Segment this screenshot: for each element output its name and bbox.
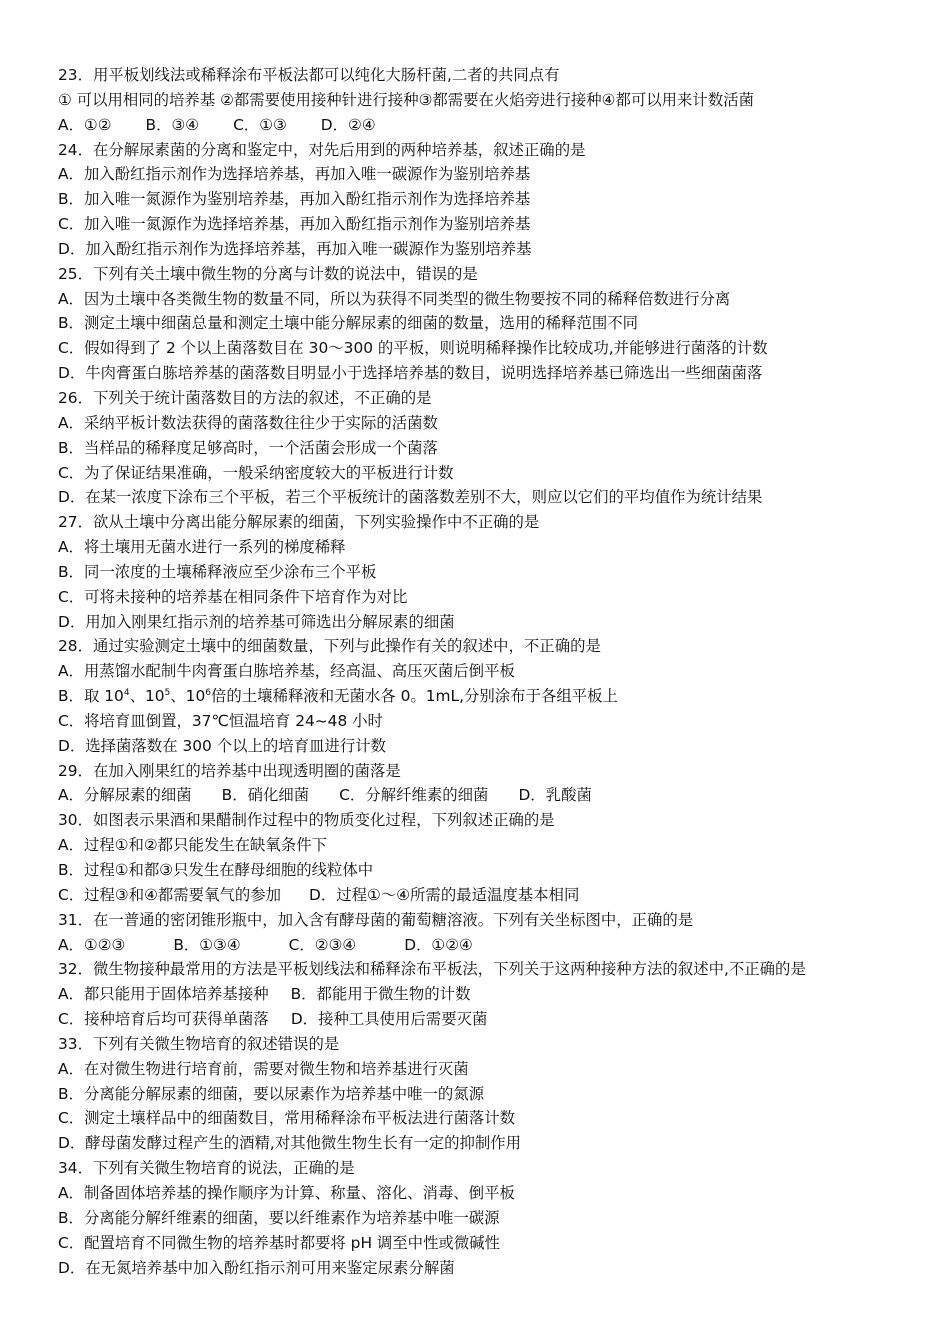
option-b: B．硝化细菌 (221, 786, 310, 805)
question-25-stem: 25．下列有关土壤中微生物的分离与计数的说法中，错误的是 (58, 264, 478, 283)
question-30-stem: 30．如图表示果酒和果醋制作过程中的物质变化过程，下列叙述正确的是 (58, 811, 555, 830)
option-a: A．①②③ (58, 935, 126, 954)
question-24-option-b: B．加入唯一氮源作为鉴别培养基，再加入酚红指示剂作为选择培养基 (58, 190, 531, 209)
question-23-stem: 23．用平板划线法或稀释涂布平板法都可以纯化大肠杆菌,二者的共同点有 (58, 66, 560, 84)
question-27-option-b: B．同一浓度的土壤稀释液应至少涂布三个平板 (58, 562, 377, 581)
question-26-stem: 26．下列关于统计菌落数目的方法的叙述，不正确的是 (58, 388, 432, 407)
exponent: 6 (205, 688, 211, 699)
question-26-option-b: B．当样品的稀释度足够高时，一个活菌会形成一个菌落 (58, 438, 438, 457)
question-28-option-c: C．将培育皿倒置，37℃恒温培育 24~48 小时 (58, 711, 383, 730)
question-30-option-a: A．过程①和②都只能发生在缺氧条件下 (58, 836, 327, 855)
exponent: 5 (164, 688, 171, 699)
question-34-option-c: C．配置培育不同微生物的培养基时都要将 pH 调至中性或微碱性 (58, 1233, 501, 1252)
option-d: D．接种工具使用后需要灭菌 (290, 1010, 488, 1029)
option-c: C．接种培育后均可获得单菌落 (58, 1010, 269, 1029)
question-31-options (58, 933, 910, 958)
option-c: C．①③ (233, 115, 287, 134)
question-32-options-cd (58, 1007, 910, 1032)
option-a: A．都只能用于固体培养基接种 (58, 985, 269, 1004)
option-b: B．③④ (145, 115, 200, 134)
option-c: C．②③④ (288, 935, 357, 954)
question-28-stem: 28．通过实验测定土壤中的细菌数量，下列与此操作有关的叙述中，不正确的是 (58, 637, 601, 656)
question-26-option-a: A．采纳平板计数法获得的菌落数往往少于实际的活菌数 (58, 413, 438, 432)
question-25-option-c: C．假如得到了 2 个以上菌落数目在 30～300 的平板，则说明稀释操作比较成功,并能够进行菌落的计数 (58, 339, 768, 358)
question-23-options (58, 113, 910, 138)
question-33-option-a: A．在对微生物进行培育前，需要对微生物和培养基进行灭菌 (58, 1059, 469, 1078)
question-25-option-d: D．牛肉膏蛋白胨培养基的菌落数目明显小于选择培养基的数目，说明选择培养基已筛选出一些细菌菌落 (58, 364, 763, 383)
exponent: 4 (123, 688, 130, 699)
question-26-option-d: D．在某一浓度下涂布三个平板，若三个平板统计的菌落数差别不大，则应以它们的平均值作为统计结果 (58, 488, 763, 507)
question-28-option-a: A．用蒸馏水配制牛肉膏蛋白胨培养基，经高温、高压灭菌后倒平板 (58, 662, 515, 681)
question-28-option-b (58, 684, 910, 709)
question-32-stem: 32．微生物接种最常用的方法是平板划线法和稀释涂布平板法，下列关于这两种接种方法的叙述中,不正确的是 (58, 960, 806, 979)
option-d: D．乳酸菌 (518, 786, 592, 805)
question-26-option-c: C．为了保证结果准确，一般采纳密度较大的平板进行计数 (58, 463, 454, 482)
question-27-option-a: A．将土壤用无菌水进行一系列的梯度稀释 (58, 538, 346, 557)
question-27-stem: 27．欲从土壤中分离出能分解尿素的细菌，下列实验操作中不正确的是 (58, 513, 540, 532)
option-a: A．分解尿素的细菌 (58, 786, 192, 805)
question-23-statements: ① 可以用相同的培养基 ②都需要使用接种针进行接种③都需要在火焰旁进行接种④都可以用来计数活菌 (58, 90, 754, 109)
question-34-option-a: A．制备固体培养基的操作顺序为计算、称量、溶化、消毒、倒平板 (58, 1183, 515, 1202)
separator: 、10 (129, 687, 165, 706)
question-33-option-d: D．酵母菌发酵过程产生的酒精,对其他微生物生长有一定的抑制作用 (58, 1134, 522, 1153)
question-28-option-d: D．选择菌落数在 300 个以上的培育皿进行计数 (58, 736, 387, 755)
separator: 、10 (170, 687, 206, 706)
question-25-option-a: A．因为土壤中各类微生物的数量不同，所以为获得不同类型的微生物要按不同的稀释倍数进行分离 (58, 289, 731, 308)
question-24-stem: 24．在分解尿素菌的分离和鉴定中，对先后用到的两种培养基，叙述正确的是 (58, 140, 586, 159)
question-27-option-d: D．用加入刚果红指示剂的培养基可筛选出分解尿素的细菌 (58, 612, 455, 631)
question-24-option-c: C．加入唯一氮源作为选择培养基，再加入酚红指示剂作为鉴别培养基 (58, 215, 531, 234)
option-b: B．①③④ (173, 935, 241, 954)
question-33-stem: 33．下列有关微生物培育的叙述错误的是 (58, 1034, 340, 1053)
question-29-stem: 29．在加入刚果红的培养基中出现透明圈的菌落是 (58, 761, 401, 780)
question-30-options-cd (58, 883, 910, 908)
option-d: D．①②④ (404, 935, 473, 954)
question-34-stem: 34．下列有关微生物培育的说法，正确的是 (58, 1159, 355, 1178)
question-32-options-ab (58, 982, 910, 1007)
question-25-option-b: B．测定土壤中细菌总量和测定土壤中能分解尿素的细菌的数量，选用的稀释范围不同 (58, 314, 639, 333)
question-34-option-b: B．分离能分解纤维素的细菌，要以纤维素作为培养基中唯一碳源 (58, 1208, 500, 1227)
question-30-option-b: B．过程①和都③只发生在酵母细胞的线粒体中 (58, 861, 374, 879)
question-27-option-c: C．可将未接种的培养基在相同条件下培育作为对比 (58, 587, 408, 606)
option-c: C．分解纤维素的细菌 (339, 786, 489, 805)
option-b-suffix: 倍的土壤稀释液和无菌水各 0。1mL,分别涂布于各组平板上 (211, 687, 618, 706)
question-33-option-b: B．分离能分解尿素的细菌，要以尿素作为培养基中唯一的氮源 (58, 1084, 485, 1103)
question-34-option-d: D．在无氮培养基中加入酚红指示剂可用来鉴定尿素分解菌 (58, 1258, 455, 1277)
option-d: D．②④ (320, 115, 376, 134)
question-31-stem: 31．在一普通的密闭锥形瓶中，加入含有酵母菌的葡萄糖溶液。下列有关坐标图中，正确的是 (58, 910, 694, 929)
option-a: A．①② (58, 115, 112, 134)
question-24-option-d: D．加入酚红指示剂作为选择培养基，再加入唯一碳源作为鉴别培养基 (58, 239, 532, 258)
question-33-option-c: C．测定土壤样品中的细菌数目，常用稀释涂布平板法进行菌落计数 (58, 1109, 516, 1128)
option-c: C．过程③和④都需要氧气的参加 (58, 885, 282, 904)
question-29-options (58, 783, 910, 808)
option-d: D．过程①～④所需的最适温度基本相同 (309, 885, 580, 904)
option-b: B．都能用于微生物的计数 (290, 985, 471, 1004)
option-b-prefix: B．取 10 (58, 687, 124, 706)
question-24-option-a: A．加入酚红指示剂作为选择培养基，再加入唯一碳源作为鉴别培养基 (58, 165, 531, 184)
